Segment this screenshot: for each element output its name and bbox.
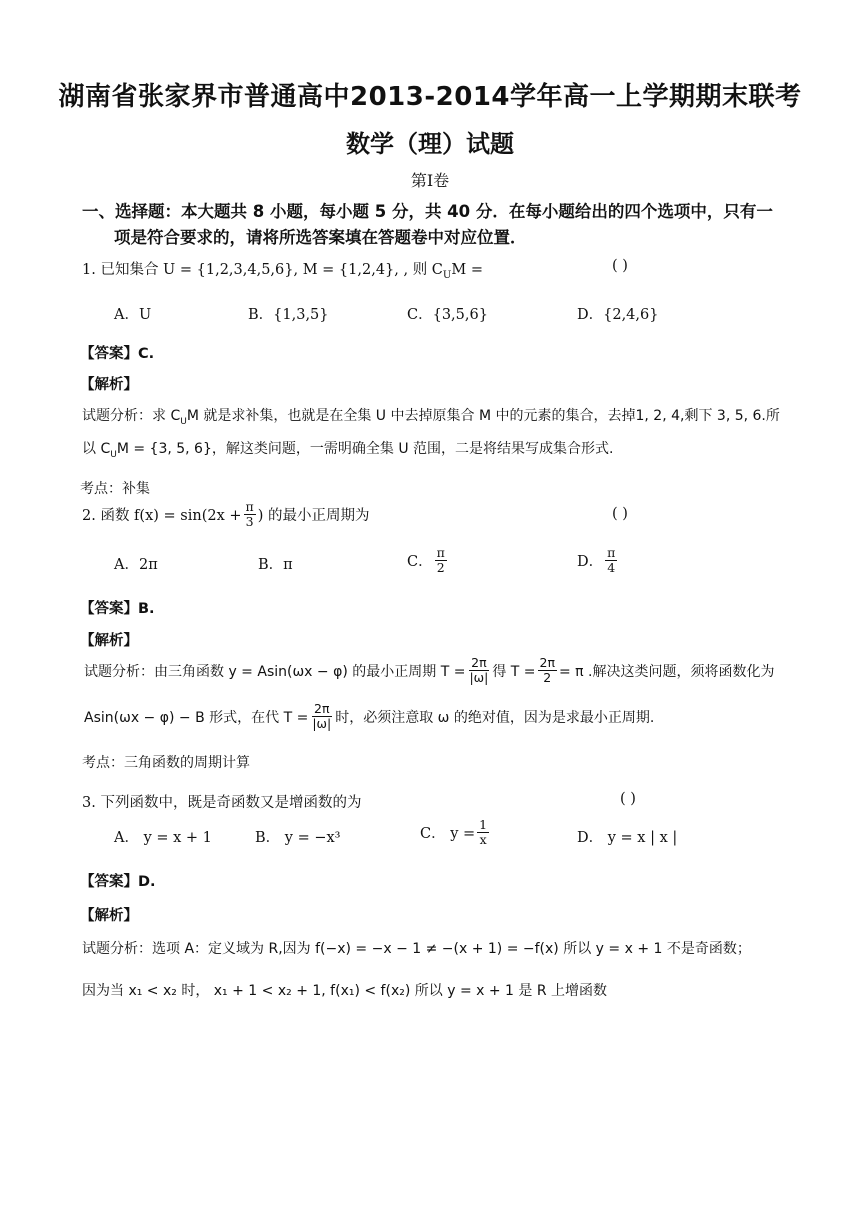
q2-a2-f-den: |ω| <box>312 716 332 732</box>
q2-opt-c-fraction <box>435 546 447 576</box>
question-3-option-b: B． y = −x³ <box>255 830 341 846</box>
question-2-analysis-line1 <box>84 656 775 686</box>
q2-stem-fraction <box>244 500 256 530</box>
q2-analysis2-a: Asin(ωx − φ) − B 形式，在代 T = <box>84 709 309 726</box>
q2-analysis1-frac1 <box>467 656 490 686</box>
q3-opt-c-num: 1 <box>479 817 488 832</box>
q2-opt-c-label: C． <box>407 554 433 571</box>
question-1-answer: 【答案】C. <box>80 346 155 362</box>
q2-opt-c-den: 2 <box>436 560 445 576</box>
q2-analysis1-frac2 <box>538 656 557 686</box>
q1-analysis1-a: 试题分析：求 C <box>82 408 181 424</box>
question-2-paren: ( ) <box>612 506 628 522</box>
q2-stem-a: 2. 函数 f(x) = sin(2x + <box>82 508 242 525</box>
q2-stem-b: ) 的最小正周期为 <box>257 508 370 525</box>
q2-opt-d-num: π <box>607 545 616 560</box>
q2-a1-f1-den: |ω| <box>469 670 489 686</box>
question-1-stem-tail: M = <box>451 262 483 278</box>
question-3-paren: ( ) <box>620 791 636 807</box>
q2-opt-d-fraction <box>605 546 617 576</box>
question-2-option-d <box>577 546 619 576</box>
q2-a2-f-num: 2π <box>314 701 330 716</box>
q1-analysis2-a: 以 C <box>82 441 111 457</box>
q1-analysis1-b: M 就是求补集，也就是在全集 U 中去掉原集合 M 中的元素的集合，去掉1, 2, 4,剩下 3, 5, 6.所 <box>186 408 780 424</box>
question-3-analysis-label: 【解析】 <box>80 908 138 924</box>
q3-opt-c-den: x <box>479 832 487 848</box>
q2-analysis1-c: = π .解决这类问题，须将函数化为 <box>559 663 775 680</box>
question-3-analysis-line2: 因为当 x₁ < x₂ 时， x₁ + 1 < x₂ + 1, f(x₁) < f(x₂) 所以 y = x + 1 是 R 上增函数 <box>82 983 608 999</box>
question-1-paren: ( ) <box>612 258 628 274</box>
question-1-stem-sub: U <box>442 269 452 281</box>
question-3-stem: 3. 下列函数中，既是奇函数又是增函数的为 <box>82 795 362 811</box>
question-1-analysis-line1 <box>82 405 780 427</box>
question-2-analysis-label: 【解析】 <box>80 633 138 649</box>
question-2-option-b: B．π <box>258 557 293 573</box>
q2-opt-c-num: π <box>436 545 445 560</box>
q2-analysis1-a: 试题分析：由三角函数 y = Asin(ωx − φ) 的最小正周期 T = <box>84 663 466 680</box>
question-1-option-b: B．{1,3,5} <box>248 307 329 323</box>
question-2-analysis-line2 <box>84 702 654 732</box>
question-1-analysis-label: 【解析】 <box>80 377 138 393</box>
question-3-option-c <box>420 818 491 848</box>
section-heading-line1: 一、选择题：本大题共 8 小题，每小题 5 分，共 40 分．在每小题给出的四个选项中，只有一 <box>82 202 773 221</box>
document-title: 湖南省张家界市普通高中2013-2014学年高一上学期期末联考 <box>58 82 802 112</box>
q1-analysis2-sub: U <box>110 449 117 460</box>
question-3-analysis-line1: 试题分析：选项 A：定义域为 R,因为 f(−x) = −x − 1 ≠ −(x + 1) = −f(x) 所以 y = x + 1 不是奇函数； <box>82 941 751 957</box>
question-3-answer: 【答案】D. <box>80 874 156 890</box>
q2-analysis2-frac <box>310 702 333 732</box>
q2-frac-num: π <box>245 499 254 514</box>
q2-frac-den: 3 <box>245 514 254 530</box>
q2-analysis2-b: 时，必须注意取 ω 的绝对值，因为是求最小正周期. <box>335 709 655 726</box>
question-2-point: 考点：三角函数的周期计算 <box>82 755 250 771</box>
document-subtitle: 数学（理）试题 <box>346 130 514 158</box>
q2-a1-f1-num: 2π <box>471 655 487 670</box>
question-3-option-d: D． y = x | x | <box>577 830 678 846</box>
question-1-option-a: A．U <box>114 307 152 323</box>
q2-opt-d-den: 4 <box>607 560 616 576</box>
question-1-option-c: C．{3,5,6} <box>407 307 488 323</box>
section-heading-line2: 项是符合要求的，请将所选答案填在答题卷中对应位置． <box>114 228 527 247</box>
question-2-option-a: A．2π <box>114 557 158 573</box>
q3-opt-c-fraction <box>477 818 489 848</box>
question-1-point: 考点：补集 <box>80 481 150 497</box>
q3-opt-c-label: C． y = <box>420 826 476 843</box>
question-2-stem <box>82 500 370 530</box>
question-3-option-a: A． y = x + 1 <box>114 830 212 846</box>
question-1-analysis-line2 <box>82 438 613 460</box>
question-1-option-d: D．{2,4,6} <box>577 307 659 323</box>
q2-a1-f2-num: 2π <box>539 655 555 670</box>
q2-a1-f2-den: 2 <box>543 670 552 686</box>
question-1-stem-text: 1. 已知集合 U = {1,2,3,4,5,6}, M = {1,2,4}, , 则 C <box>82 262 443 278</box>
q1-analysis1-sub: U <box>180 416 187 427</box>
volume-heading: 第Ⅰ卷 <box>410 171 450 190</box>
q2-opt-d-label: D． <box>577 554 604 571</box>
question-2-answer: 【答案】B. <box>80 601 155 617</box>
q2-analysis1-b: 得 T = <box>492 663 536 680</box>
question-1-stem <box>82 258 483 281</box>
question-2-option-c <box>407 546 449 576</box>
q1-analysis2-b: M = {3, 5, 6}，解这类问题，一需明确全集 U 范围，二是将结果写成集合形式. <box>116 441 614 457</box>
